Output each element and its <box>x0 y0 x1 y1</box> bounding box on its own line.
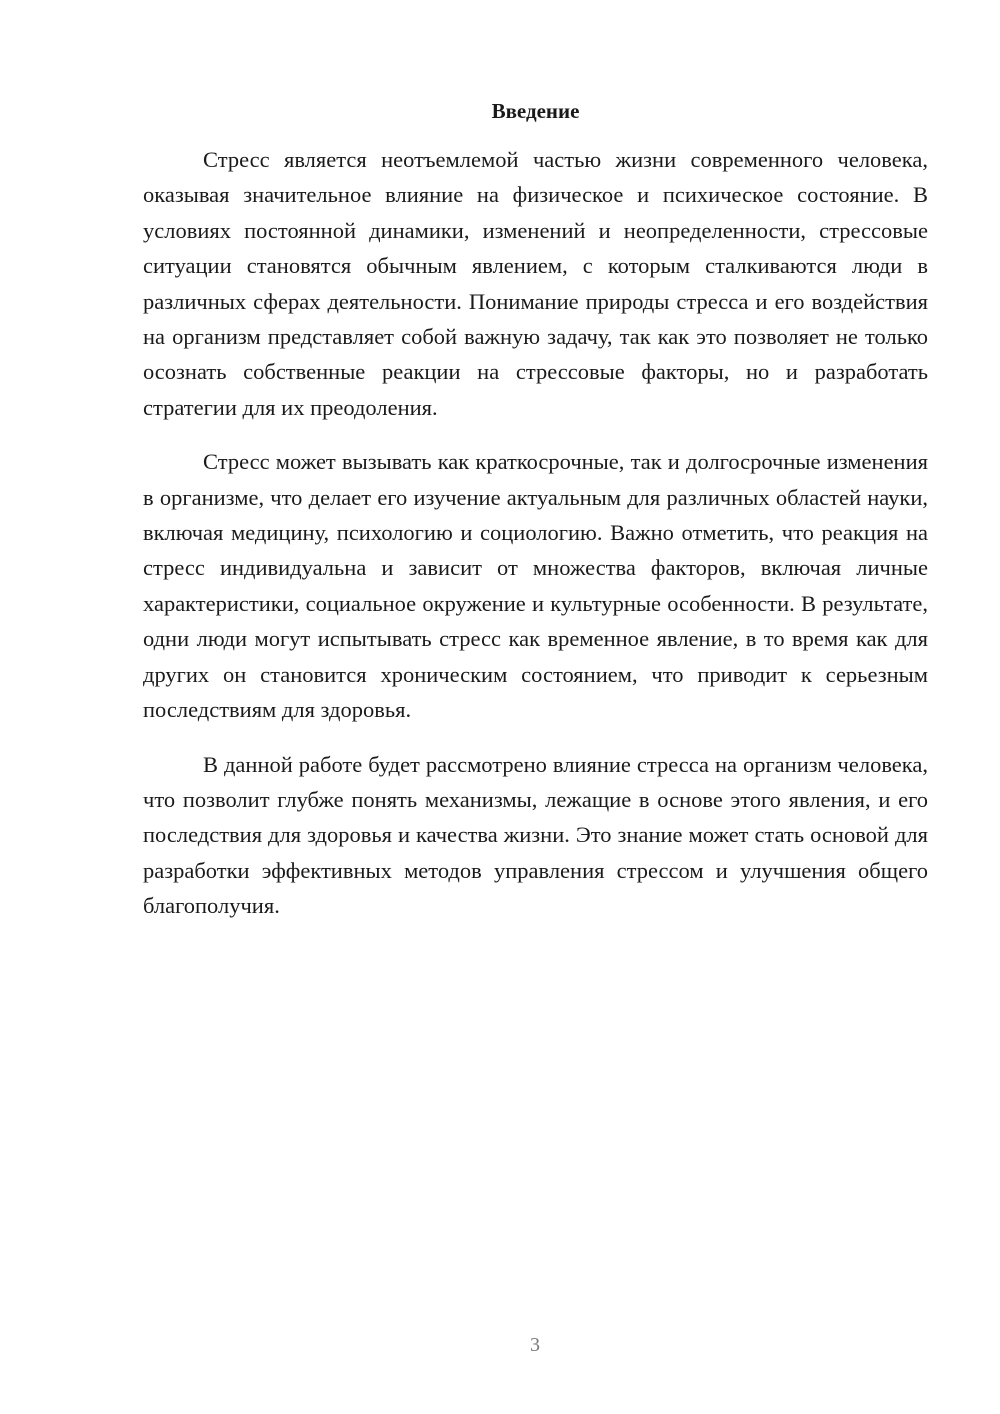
section-heading: Введение <box>491 99 580 123</box>
page-number: 3 <box>530 1334 540 1356</box>
paragraph-2: Стресс может вызывать как краткосрочные, так и долгосрочные изменения в организме, что делает его изучение актуальным для различных областей науки, включая медицину, психологию и социологию. Важно отметить, что реакция на стресс индивидуальна и зависит от множества факторов, включая личные характеристики, социальное окружение и культурные особенности. В результате, одни люди могут испытывать стресс как временное явление, в то время как для других он становится хроническим состоянием, что приводит к серьезным последствиям для здоровья. <box>143 449 928 723</box>
body-text <box>143 142 928 924</box>
paragraph-3: В данной работе будет рассмотрено влияние стресса на организм человека, что позволит глубже понять механизмы, лежащие в основе этого явления, и его последствия для здоровья и качества жизни. Это знание может стать основой для разработки эффективных методов управления стрессом и улучшения общего благополучия. <box>143 751 928 919</box>
paragraph-1: Стресс является неотъемлемой частью жизни современного человека, оказывая значительное влияние на физическое и психическое состояние. В условиях постоянной динамики, изменений и неопределенности, стрессовые ситуации становятся обычным явлением, с которым сталкиваются люди в различных сферах деятельности. Понимание природы стресса и его воздействия на организм представляет собой важную задачу, так как это позволяет не только осознать собственные реакции на стрессовые факторы, но и разработать стратегии для их преодоления. <box>143 147 928 420</box>
